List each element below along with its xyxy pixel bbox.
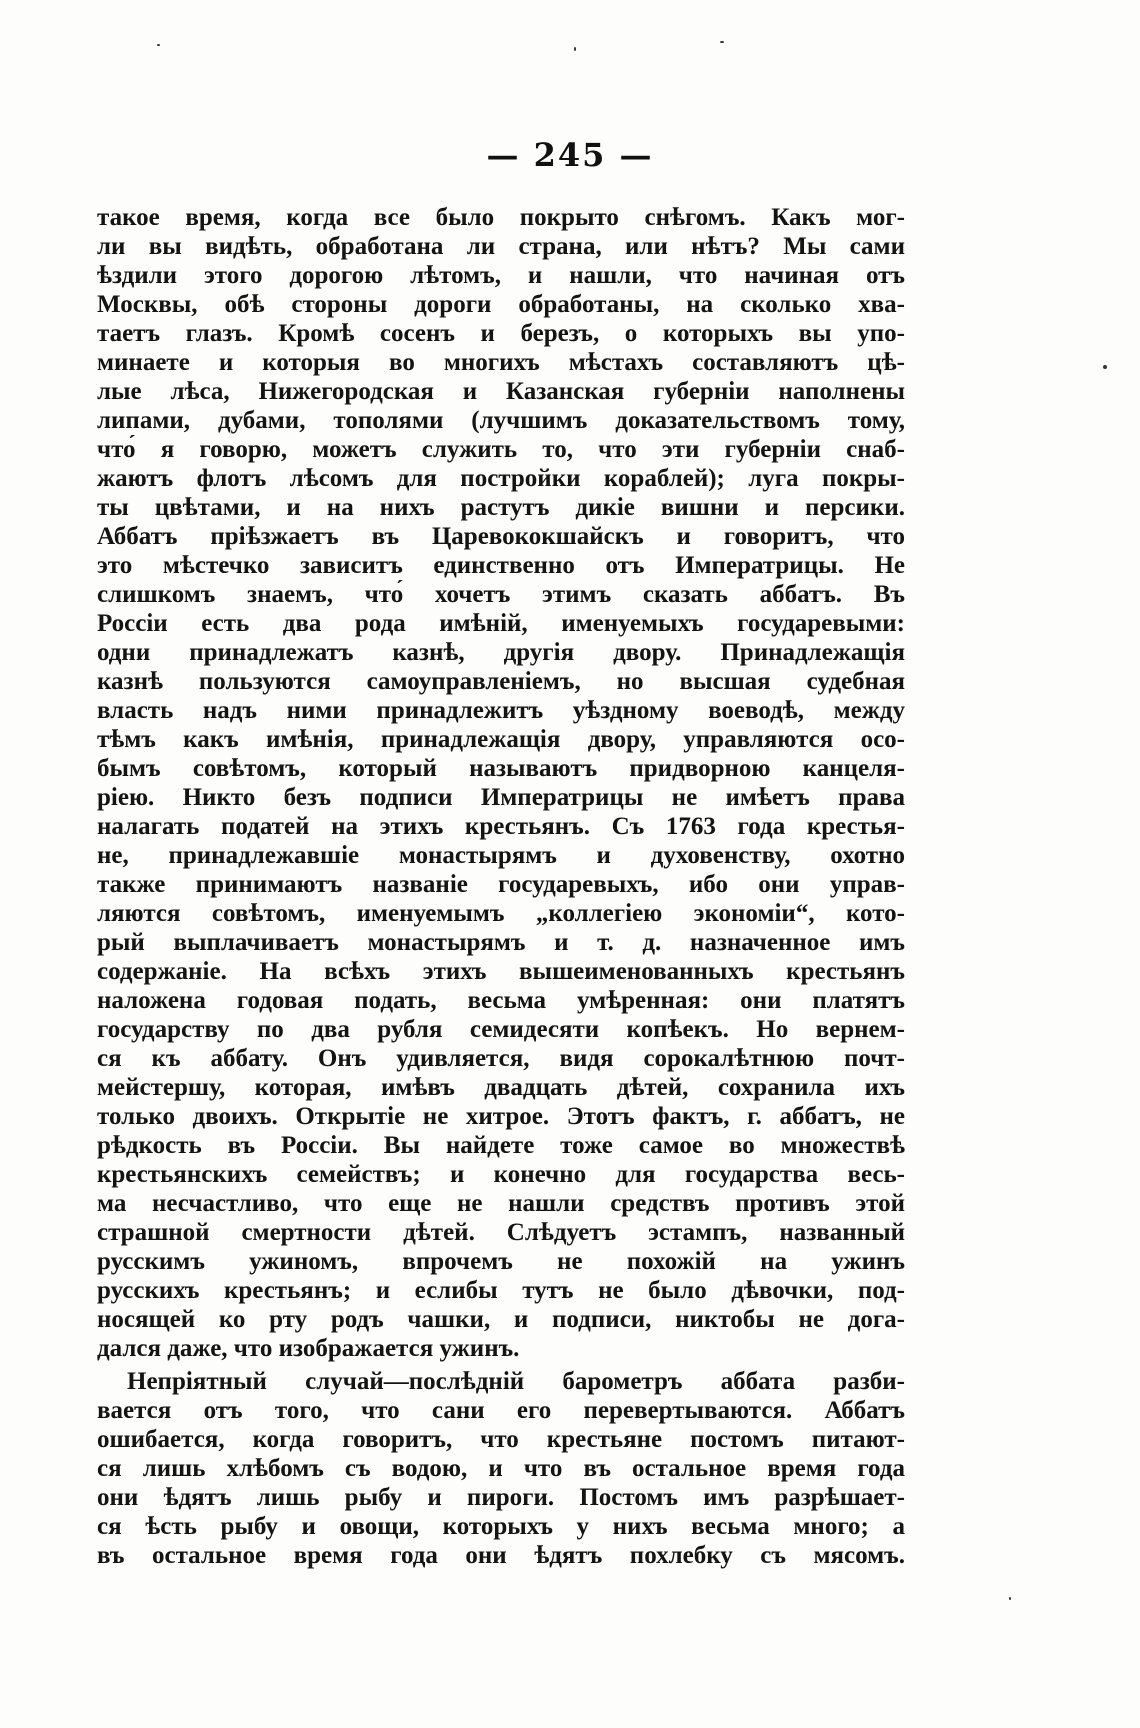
text-line: власть надъ ними принадлежитъ уѣздному воеводѣ, между — [97, 697, 905, 724]
text-line: жаютъ флотъ лѣсомъ для постройки кораблей); луга покры- — [97, 465, 905, 492]
text-line: это мѣстечко зависитъ единственно отъ Императрицы. Не — [97, 552, 905, 579]
text-line: только двоихъ. Открытіе не хитрое. Этотъ фактъ, г. аббатъ, не — [97, 1103, 905, 1130]
text-line: мейстершу, которая, имѣвъ двадцать дѣтей, сохранила ихъ — [97, 1074, 905, 1101]
text-line: липами, дубами, тополями (лучшимъ доказательствомъ тому, — [97, 407, 905, 434]
body-text — [97, 203, 905, 1570]
paragraph-1 — [97, 203, 905, 1363]
text-line: что́ я говорю, можетъ служить то, что эти губерніи снаб- — [97, 436, 905, 463]
text-line: Москвы, обѣ стороны дороги обработаны, на сколько хва- — [97, 291, 905, 318]
text-line: одни принадлежатъ казнѣ, другія двору. Принадлежащія — [97, 639, 905, 666]
text-line: тѣмъ какъ имѣнія, принадлежащія двору, управляются осо- — [97, 726, 905, 753]
text-line: русскихъ крестьянъ; и еслибы тутъ не было дѣвочки, под- — [97, 1277, 905, 1304]
text-line: ты цвѣтами, и на нихъ растутъ дикіе вишни и персики. — [97, 494, 905, 521]
text-line: также принимаютъ названіе государевыхъ, ибо они управ- — [97, 871, 905, 898]
text-line: не, принадлежавшіе монастырямъ и духовенству, охотно — [97, 842, 905, 869]
text-line: такое время, когда все было покрыто снѣгомъ. Какъ мог- — [97, 204, 905, 231]
text-line: минаете и которыя во многихъ мѣстахъ составляютъ цѣ- — [97, 349, 905, 376]
scan-speck — [1103, 365, 1107, 369]
text-line: рый выплачиваетъ монастырямъ и т. д. назначенное имъ — [97, 929, 905, 956]
text-line: ся къ аббату. Онъ удивляется, видя сорокалѣтнюю почт- — [97, 1045, 905, 1072]
text-line: ріею. Никто безъ подписи Императрицы не имѣетъ права — [97, 784, 905, 811]
text-line: Непріятный случай—послѣдній барометръ аббата разби- — [127, 1368, 905, 1395]
text-line: таетъ глазъ. Кромѣ сосенъ и березъ, о которыхъ вы упо- — [97, 320, 905, 347]
text-line: страшной смертности дѣтей. Слѣдуетъ эстампъ, названный — [97, 1219, 905, 1246]
scan-speck — [1009, 1597, 1011, 1600]
page-number: — 245 — — [486, 136, 654, 174]
text-line: государству по два рубля семидесяти копѣекъ. Но вернем- — [97, 1016, 905, 1043]
paragraph-2 — [97, 1367, 905, 1570]
text-line: ли вы видѣть, обработана ли страна, или нѣтъ? Мы сами — [97, 233, 905, 260]
text-line: ѣздили этого дорогою лѣтомъ, и нашли, что начиная отъ — [97, 262, 905, 289]
text-line: слишкомъ знаемъ, что́ хочетъ этимъ сказать аббатъ. Въ — [97, 581, 905, 608]
text-line: лые лѣса, Нижегородская и Казанская губерніи наполнены — [97, 378, 905, 405]
text-line: казнѣ пользуются самоуправленіемъ, но высшая судебная — [97, 668, 905, 695]
text-line: Аббатъ пріѣзжаетъ въ Царевококшайскъ и говоритъ, что — [97, 523, 905, 550]
text-line: ма несчастливо, что еще не нашли средствъ противъ этой — [97, 1190, 905, 1217]
text-line: носящей ко рту родъ чашки, и подписи, никтобы не дога- — [97, 1306, 905, 1333]
text-line: наложена годовая подать, весьма умѣренная: они платятъ — [97, 987, 905, 1014]
text-line: ся ѣсть рыбу и овощи, которыхъ у нихъ весьма много; а — [97, 1513, 905, 1540]
text-line: ошибается, когда говоритъ, что крестьяне постомъ питают- — [97, 1426, 905, 1453]
text-line: вается отъ того, что сани его перевертываются. Аббатъ — [97, 1397, 905, 1424]
text-line: они ѣдятъ лишь рыбу и пироги. Постомъ имъ разрѣшает- — [97, 1484, 905, 1511]
scan-speck — [720, 41, 724, 43]
text-line: налагать податей на этихъ крестьянъ. Съ 1763 года крестья- — [97, 813, 905, 840]
text-line: въ остальное время года они ѣдятъ похлебку съ мясомъ. — [97, 1542, 905, 1569]
text-line: ляются совѣтомъ, именуемымъ „коллегіею экономіи“, кото- — [97, 900, 905, 927]
text-line: крестьянскихъ семействъ; и конечно для государства весь- — [97, 1161, 905, 1188]
text-line: дался даже, что изображается ужинъ. — [97, 1335, 520, 1362]
scan-speck — [574, 47, 576, 51]
text-line: русскимъ ужиномъ, впрочемъ не похожій на ужинъ — [97, 1248, 905, 1275]
text-line: рѣдкость въ Россіи. Вы найдете тоже самое во множествѣ — [97, 1132, 905, 1159]
text-line: ся лишь хлѣбомъ съ водою, и что въ остальное время года — [97, 1455, 905, 1482]
text-line: Россіи есть два рода имѣній, именуемыхъ государевыми: — [97, 610, 905, 637]
scan-speck — [157, 44, 160, 46]
text-line: бымъ совѣтомъ, который называютъ придворною канцеля- — [97, 755, 905, 782]
text-line: содержаніе. На всѣхъ этихъ вышеименованныхъ крестьянъ — [97, 958, 905, 985]
